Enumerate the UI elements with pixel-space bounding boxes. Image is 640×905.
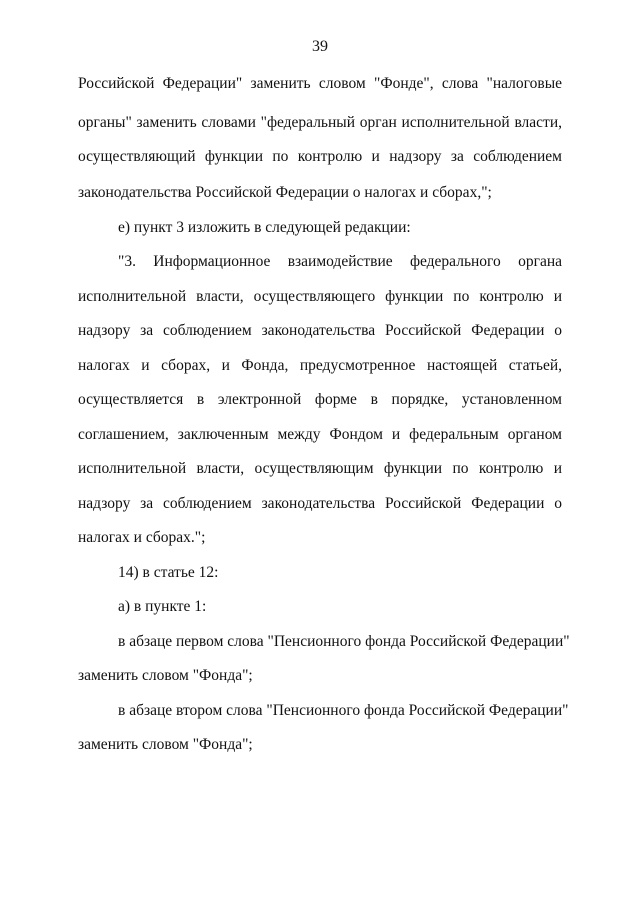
text-line: налогах и сборах, и Фонда, предусмотренное настоящей статьей, bbox=[78, 357, 562, 374]
text-line: налогах и сборах."; bbox=[78, 529, 206, 546]
text-line: органы" заменить словами "федеральный орган исполнительной власти, bbox=[78, 114, 562, 131]
text-line: надзору за соблюдением законодательства Российской Федерации о bbox=[78, 495, 562, 512]
text-line: надзору за соблюдением законодательства Российской Федерации о bbox=[78, 322, 562, 339]
text-line: соглашением, заключенным между Фондом и федеральным органом bbox=[78, 426, 562, 443]
text-line: в абзаце втором слова "Пенсионного фонда Российской Федерации" bbox=[118, 702, 569, 719]
text-line: а) в пункте 1: bbox=[118, 598, 207, 615]
text-line: е) пункт 3 изложить в следующей редакции: bbox=[118, 219, 411, 236]
text-line: в абзаце первом слова "Пенсионного фонда Российской Федерации" bbox=[118, 633, 570, 650]
text-line: осуществляется в электронной форме в порядке, установленном bbox=[78, 391, 562, 408]
text-line: "3. Информационное взаимодействие федерального органа bbox=[118, 253, 562, 270]
text-line: исполнительной власти, осуществляющим функции по контролю и bbox=[78, 460, 562, 477]
text-line: Российской Федерации" заменить словом "Фонде", слова "налоговые bbox=[78, 75, 562, 92]
page-number: 39 bbox=[312, 38, 328, 55]
text-line: исполнительной власти, осуществляющего функции по контролю и bbox=[78, 288, 562, 305]
text-line: заменить словом "Фонда"; bbox=[78, 667, 253, 684]
text-line: 14) в статье 12: bbox=[118, 564, 219, 581]
text-line: заменить словом "Фонда"; bbox=[78, 736, 253, 753]
text-line: осуществляющий функции по контролю и надзору за соблюдением bbox=[78, 148, 562, 165]
text-line: законодательства Российской Федерации о налогах и сборах,"; bbox=[78, 184, 492, 201]
